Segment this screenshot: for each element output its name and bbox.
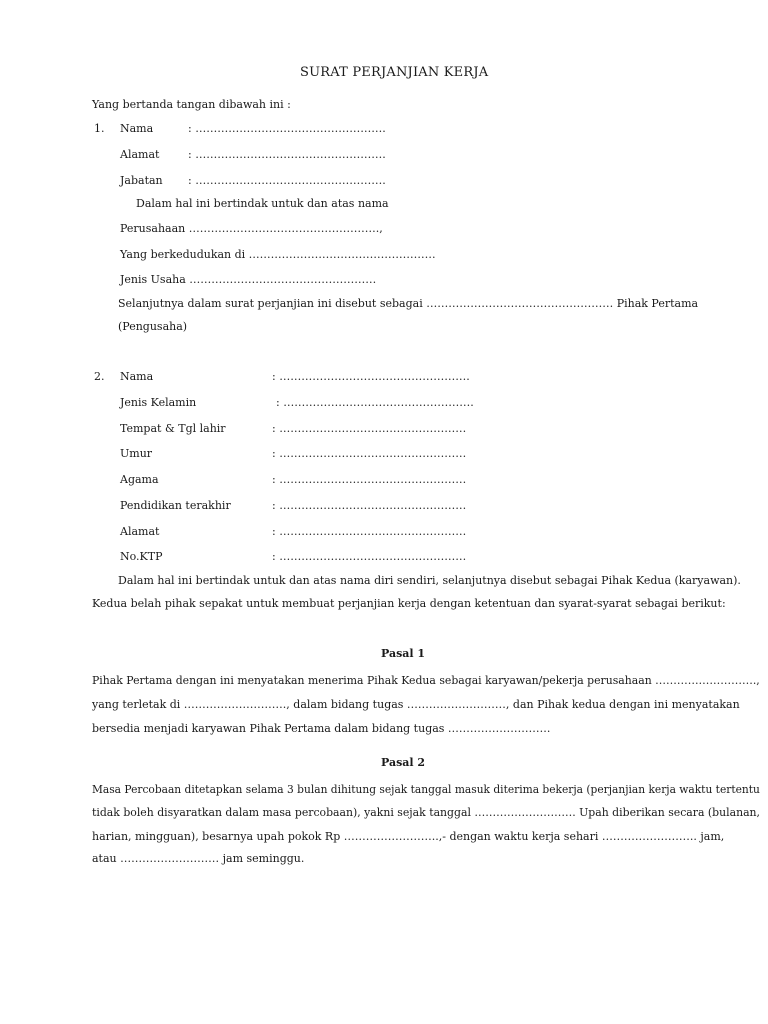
party-2-name-value: : ……………………………………………. <box>272 370 470 383</box>
party-1-company: Perusahaan ……………………………………………., <box>120 222 383 235</box>
pasal-1-line: Pihak Pertama dengan ini menyatakan menerima Pihak Kedua sebagai karyawan/pekerja perusahaan ………………………., <box>92 674 760 687</box>
party-2-religion-value: : …………………………………………… <box>272 473 467 486</box>
party-1-number: 1. <box>94 122 105 135</box>
intro-text: Yang bertanda tangan dibawah ini : <box>92 98 291 111</box>
party-1-position-label: Jabatan <box>120 174 163 187</box>
party-1-acting-text: Dalam hal ini bertindak untuk dan atas nama <box>136 197 389 210</box>
party-2-birth-value: : …………………………………………… <box>272 422 467 435</box>
pasal-2-heading: Pasal 2 <box>381 756 426 769</box>
pasal-2-line: tidak boleh disyaratkan dalam masa percobaan), yakni sejak tanggal ………………………. Upah diberikan secara (bulanan, <box>92 806 761 819</box>
pasal-1-heading: Pasal 1 <box>381 647 426 660</box>
party-2-religion-label: Agama <box>120 473 159 486</box>
party-2-number: 2. <box>94 370 105 383</box>
party-2-gender-label: Jenis Kelamin <box>120 396 197 409</box>
party-2-education-label: Pendidikan terakhir <box>120 499 231 512</box>
party-2-education-value: : …………………………………………… <box>272 499 467 512</box>
party-2-acting-text: Dalam hal ini bertindak untuk dan atas nama diri sendiri, selanjutnya disebut sebagai Pihak Kedua (karyawan). <box>118 574 741 587</box>
party-2-age-value: : …………………………………………… <box>272 447 467 460</box>
party-1-hereinafter: Selanjutnya dalam surat perjanjian ini disebut sebagai …………………………………………… Pihak Pertama <box>118 297 699 310</box>
party-2-ktp-label: No.KTP <box>120 550 163 563</box>
party-1-address-label: Alamat <box>120 148 160 161</box>
pasal-2-line: atau ……………………… jam seminggu. <box>92 852 305 865</box>
party-2-address-value: : …………………………………………… <box>272 525 467 538</box>
party-1-business-type: Jenis Usaha …………………………………………… <box>120 273 377 286</box>
party-1-position-value: : ……………………………………………. <box>188 174 386 187</box>
party-2-ktp-value: : …………………………………………… <box>272 550 467 563</box>
party-2-address-label: Alamat <box>120 525 160 538</box>
party-1-name-label: Nama <box>120 122 154 135</box>
party-1-name-value: : ……………………………………………. <box>188 122 386 135</box>
pasal-2-line: harian, mingguan), besarnya upah pokok Rp ……………………..,- dengan waktu kerja sehari …………………….. jam, <box>92 830 725 843</box>
party-2-name-label: Nama <box>120 370 154 383</box>
party-2-age-label: Umur <box>120 447 153 460</box>
party-1-address-value: : ……………………………………………. <box>188 148 386 161</box>
pasal-1-line: bersedia menjadi karyawan Pihak Pertama dalam bidang tugas ………………………. <box>92 722 551 735</box>
party-1-domicile: Yang berkedudukan di …………………………………………… <box>120 248 436 261</box>
document-title: SURAT PERJANJIAN KERJA <box>300 65 489 80</box>
pasal-2-line: Masa Percobaan ditetapkan selama 3 bulan dihitung sejak tanggal masuk diterima bekerja (perjanjian kerja waktu tertentu <box>92 783 760 796</box>
party-2-birth-label: Tempat & Tgl lahir <box>120 422 226 435</box>
pasal-1-line: yang terletak di ………………………., dalam bidang tugas ………………………, dan Pihak kedua dengan ini menyatakan <box>92 698 740 711</box>
party-1-role: (Pengusaha) <box>118 320 188 333</box>
party-2-gender-value: : ……………………………………………. <box>276 396 474 409</box>
agreement-text: Kedua belah pihak sepakat untuk membuat perjanjian kerja dengan ketentuan dan syarat-syarat sebagai berikut: <box>92 597 726 610</box>
